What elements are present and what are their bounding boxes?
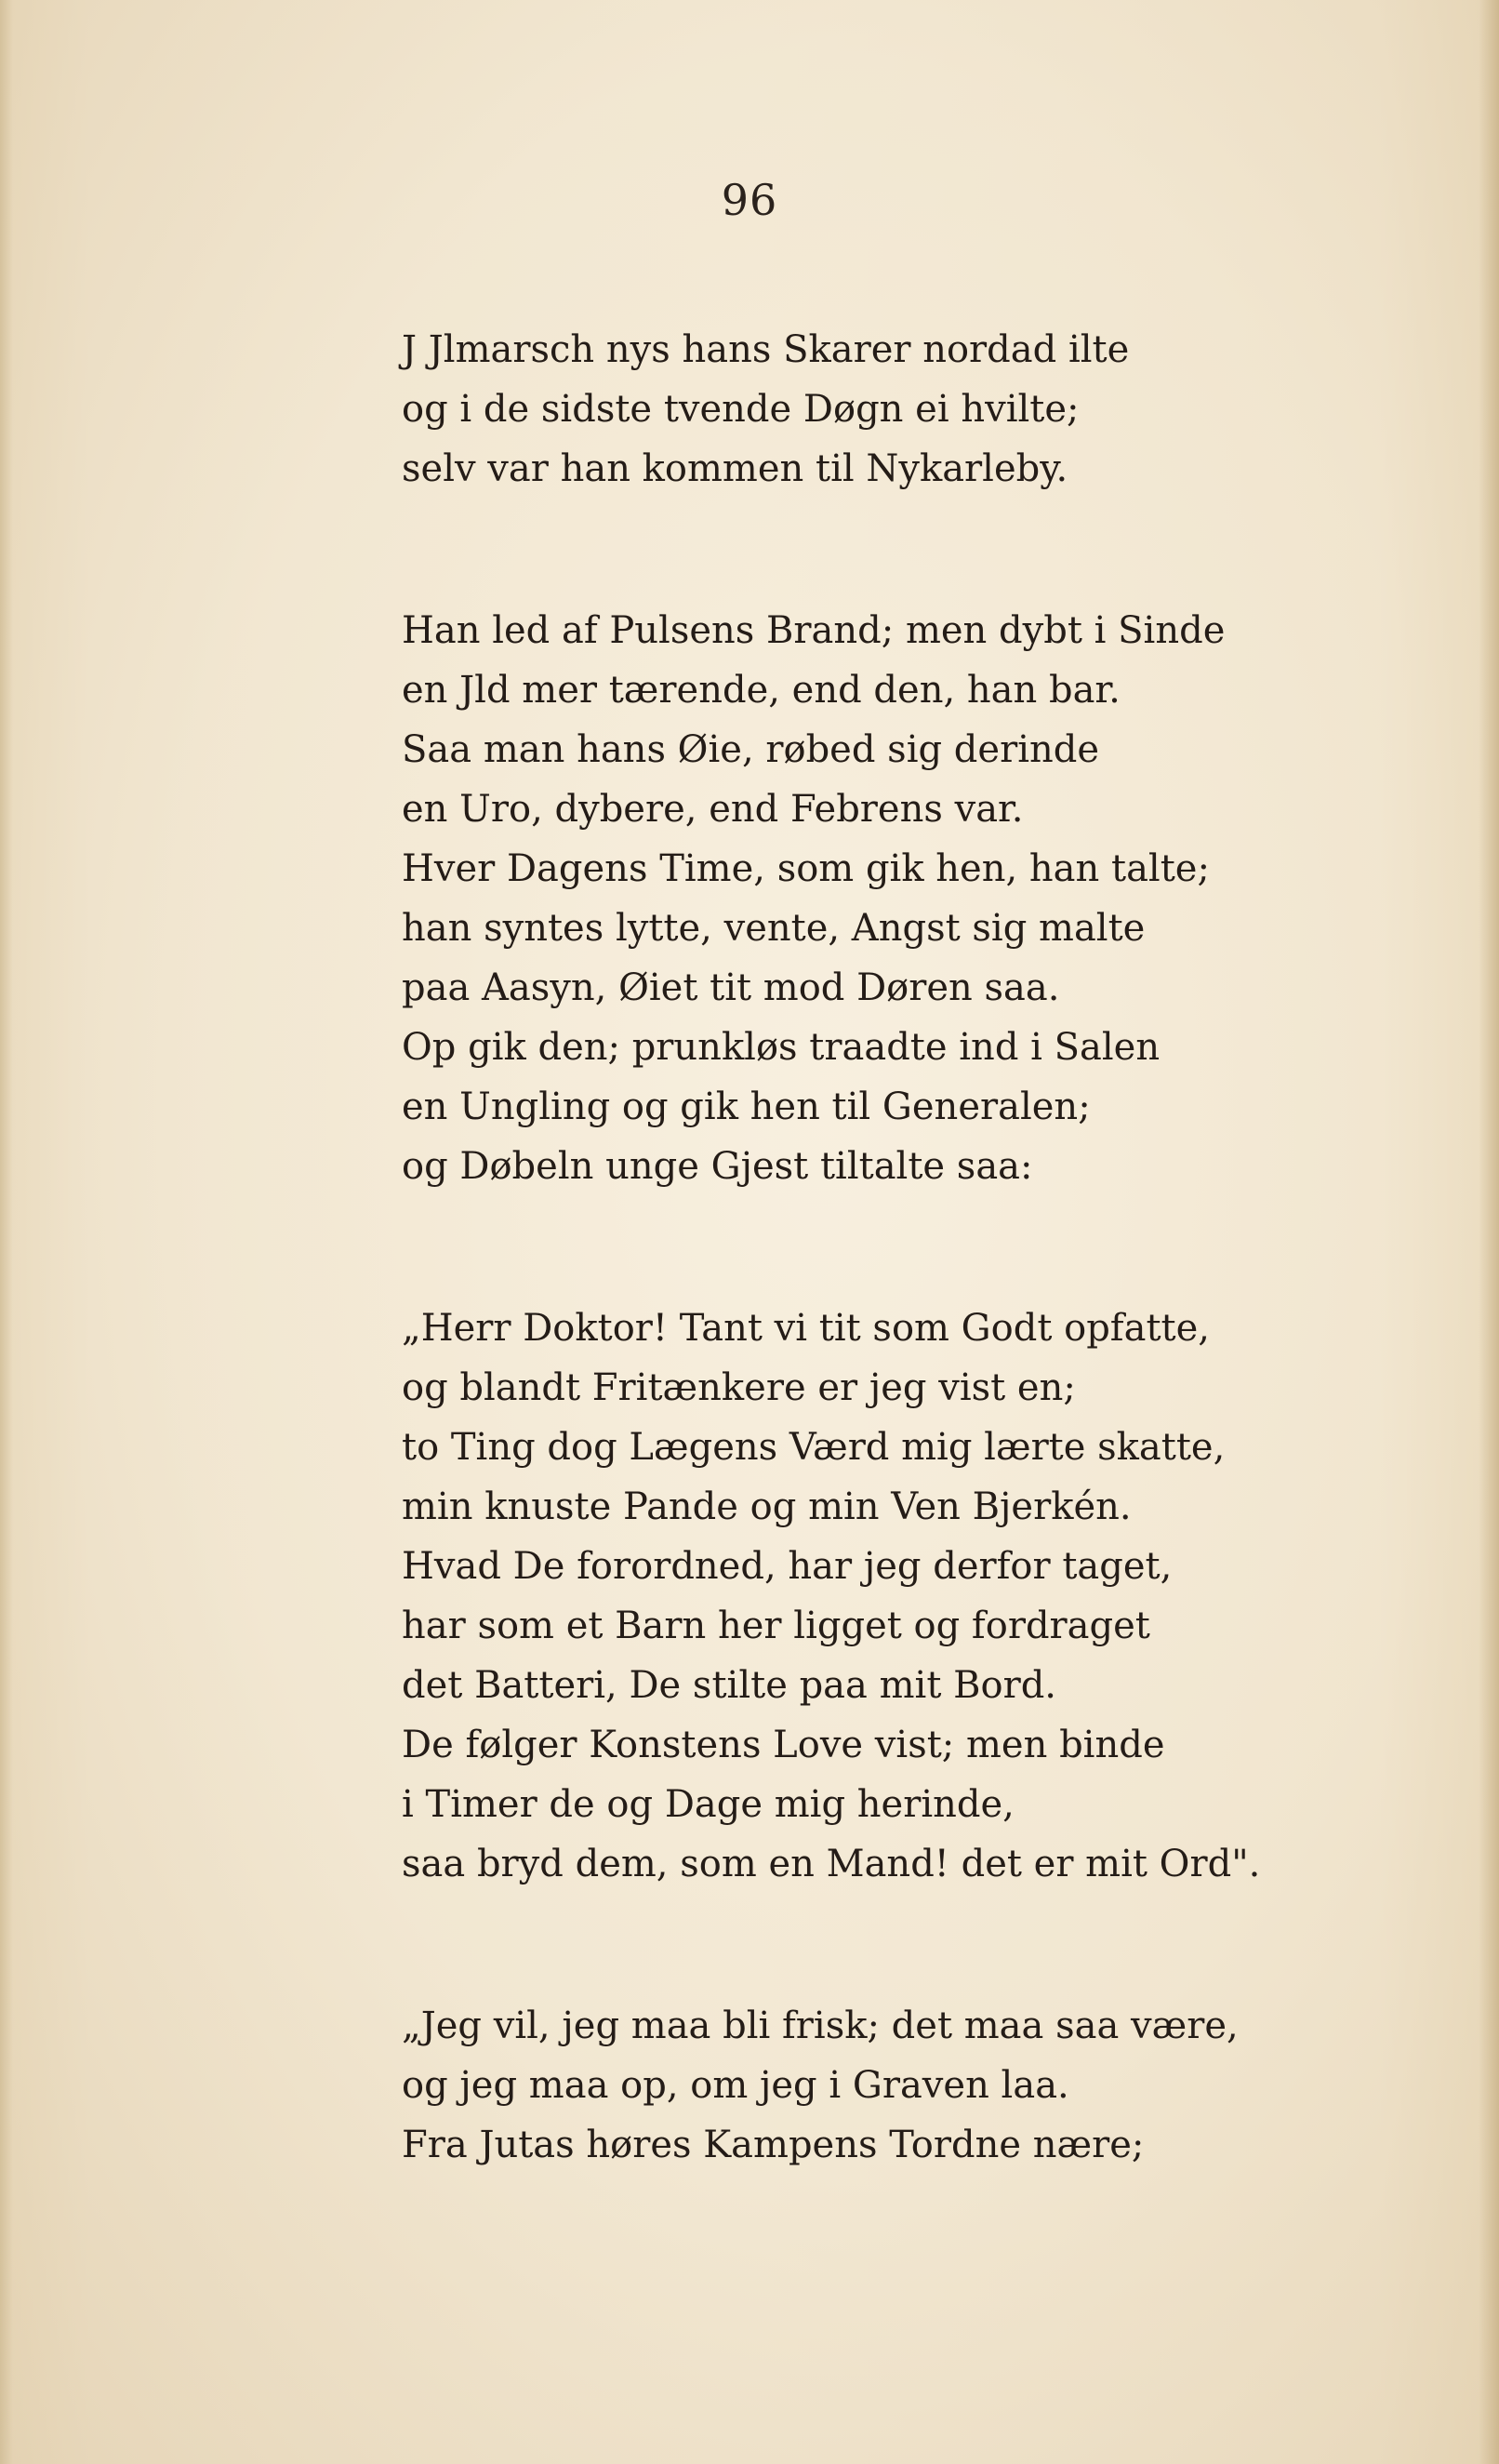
stanza-2: [402, 601, 1332, 1196]
verse-line: en Jld mer tærende, end den, han bar.: [402, 669, 1121, 712]
verse-line: i Timer de og Dage mig herinde,: [402, 1783, 1015, 1826]
verse-line: han syntes lytte, vente, Angst sig malte: [402, 907, 1146, 950]
stanza-4: [402, 1996, 1332, 2175]
verse-line: og Døbeln unge Gjest tiltalte saa:: [402, 1145, 1033, 1188]
verse-line: og jeg maa op, om jeg i Graven laa.: [402, 2064, 1069, 2107]
page-edge-right: [1479, 0, 1499, 2464]
verse-line: selv var han kommen til Nykarleby.: [402, 447, 1068, 490]
verse-line: Hver Dagens Time, som gik hen, han talte;: [402, 847, 1210, 890]
verse-line: Saa man hans Øie, røbed sig derinde: [402, 728, 1100, 771]
verse-line: „Herr Doktor! Tant vi tit som Godt opfatte,: [402, 1307, 1210, 1350]
verse-line: saa bryd dem, som en Mand! det er mit Ord".: [402, 1843, 1261, 1885]
verse-line: og blandt Fritænkere er jeg vist en;: [402, 1366, 1076, 1409]
stanza-1: [402, 320, 1332, 499]
verse-line: har som et Barn her ligget og fordraget: [402, 1605, 1150, 1647]
verse-line: Hvad De forordned, har jeg derfor taget,: [402, 1545, 1173, 1588]
verse-line: paa Aasyn, Øiet tit mod Døren saa.: [402, 966, 1060, 1009]
verse-line: en Ungling og gik hen til Generalen;: [402, 1085, 1091, 1128]
verse-line: og i de sidste tvende Døgn ei hvilte;: [402, 388, 1080, 431]
verse-line: „Jeg vil, jeg maa bli frisk; det maa saa være,: [402, 2004, 1239, 2047]
verse-line: min knuste Pande og min Ven Bjerkén.: [402, 1485, 1132, 1528]
verse-line: J Jlmarsch nys hans Skarer nordad ilte: [402, 328, 1130, 371]
verse-line: Han led af Pulsens Brand; men dybt i Sinde: [402, 609, 1226, 652]
verse-line: Fra Jutas høres Kampens Tordne nære;: [402, 2124, 1145, 2166]
verse-line: det Batteri, De stilte paa mit Bord.: [402, 1664, 1057, 1707]
page-edge-left: [0, 0, 13, 2464]
stanza-3: [402, 1299, 1332, 1894]
verse-line: to Ting dog Lægens Værd mig lærte skatte,: [402, 1426, 1226, 1469]
verse-line: Op gik den; prunkløs traadte ind i Salen: [402, 1026, 1161, 1069]
poem-text: [402, 320, 1332, 2175]
verse-line: De følger Konstens Love vist; men binde: [402, 1724, 1165, 1766]
page-number: 96: [721, 175, 778, 225]
verse-line: en Uro, dybere, end Febrens var.: [402, 788, 1024, 831]
